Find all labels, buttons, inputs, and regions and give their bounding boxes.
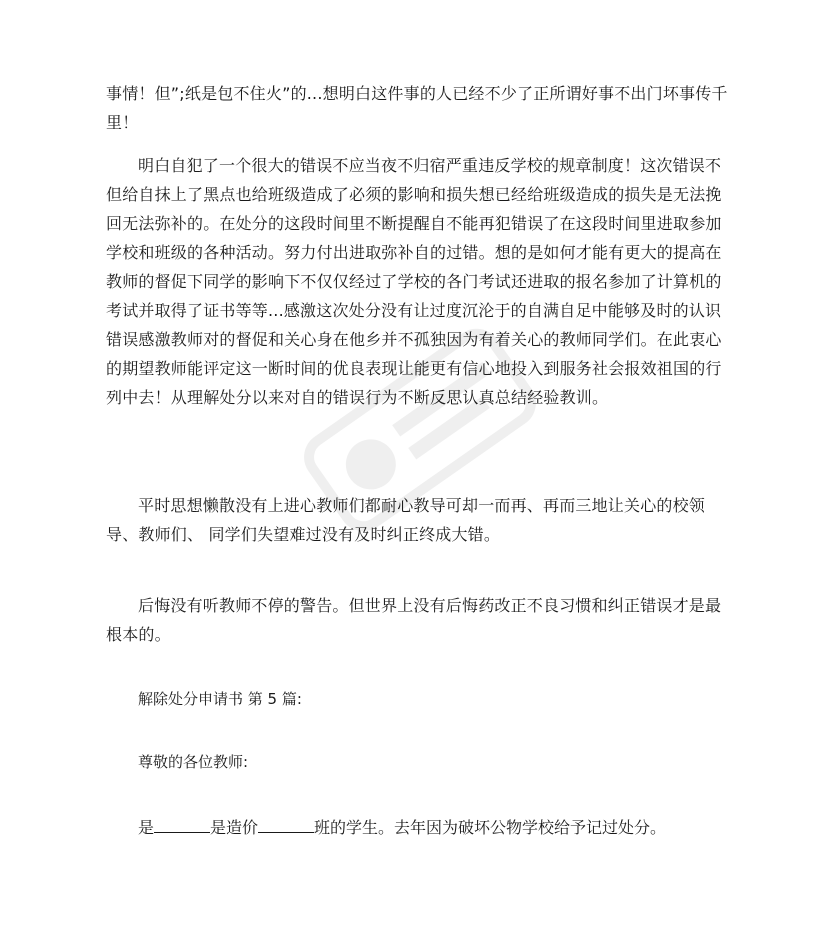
paragraph-1: 事情！但”;纸是包不住火”的...想明白这件事的人已经不少了正所谓好事不出门坏事传千里！ [106,84,728,132]
paragraph-4: 后悔没有听教师不停的警告。但世界上没有后悔药改正不良习惯和纠正错误才是最根本的。 [106,596,722,644]
last-line-part-2: 是造价 [210,818,259,837]
section-title: 解除处分申请书 第 5 篇: [138,690,302,708]
last-line [138,813,666,842]
blank-field-2 [258,818,314,833]
paragraph-3: 平时思想懒散没有上进心教师们都耐心教导可却一而再、再而三地让关心的校领导、教师们、 同学们失望难过没有及时纠正终成大错。 [106,496,706,544]
salutation: 尊敬的各位教师: [138,753,249,771]
paragraph-2: 明白自犯了一个很大的错误不应当夜不归宿严重违反学校的规章制度！这次错误不但给自抹上了黑点也给班级造成了必须的影响和损失想已经给班级造成的损失是无法挽回无法弥补的。在处分的这段时间里不断提醒自不能再犯错误了在这段时间里进取参加学校和班级的各种活动。努力付出进取弥补自的过错。想的是如何才能有更大的提高在教师的督促下同学的影响下不仅仅经过了学校的各门考试还进取的报名参加了计算机的考试并取得了证书等等...感激这次处分没有让过度沉沦于的自满自足中能够及时的认识错误感激教师对的督促和关心身在他乡并不孤独因为有着关心的教师同学们。在此衷心的期望教师能评定这一断时间的优良表现让能更有信心地投入到服务社会报效祖国的行列中去！从理解处分以来对自的错误行为不断反思认真总结经验教训。 [106,156,722,407]
last-line-part-1: 是 [138,818,155,837]
last-line-part-3: 班的学生。去年因为破坏公物学校给予记过处分。 [314,818,667,837]
blank-field-1 [154,818,210,833]
